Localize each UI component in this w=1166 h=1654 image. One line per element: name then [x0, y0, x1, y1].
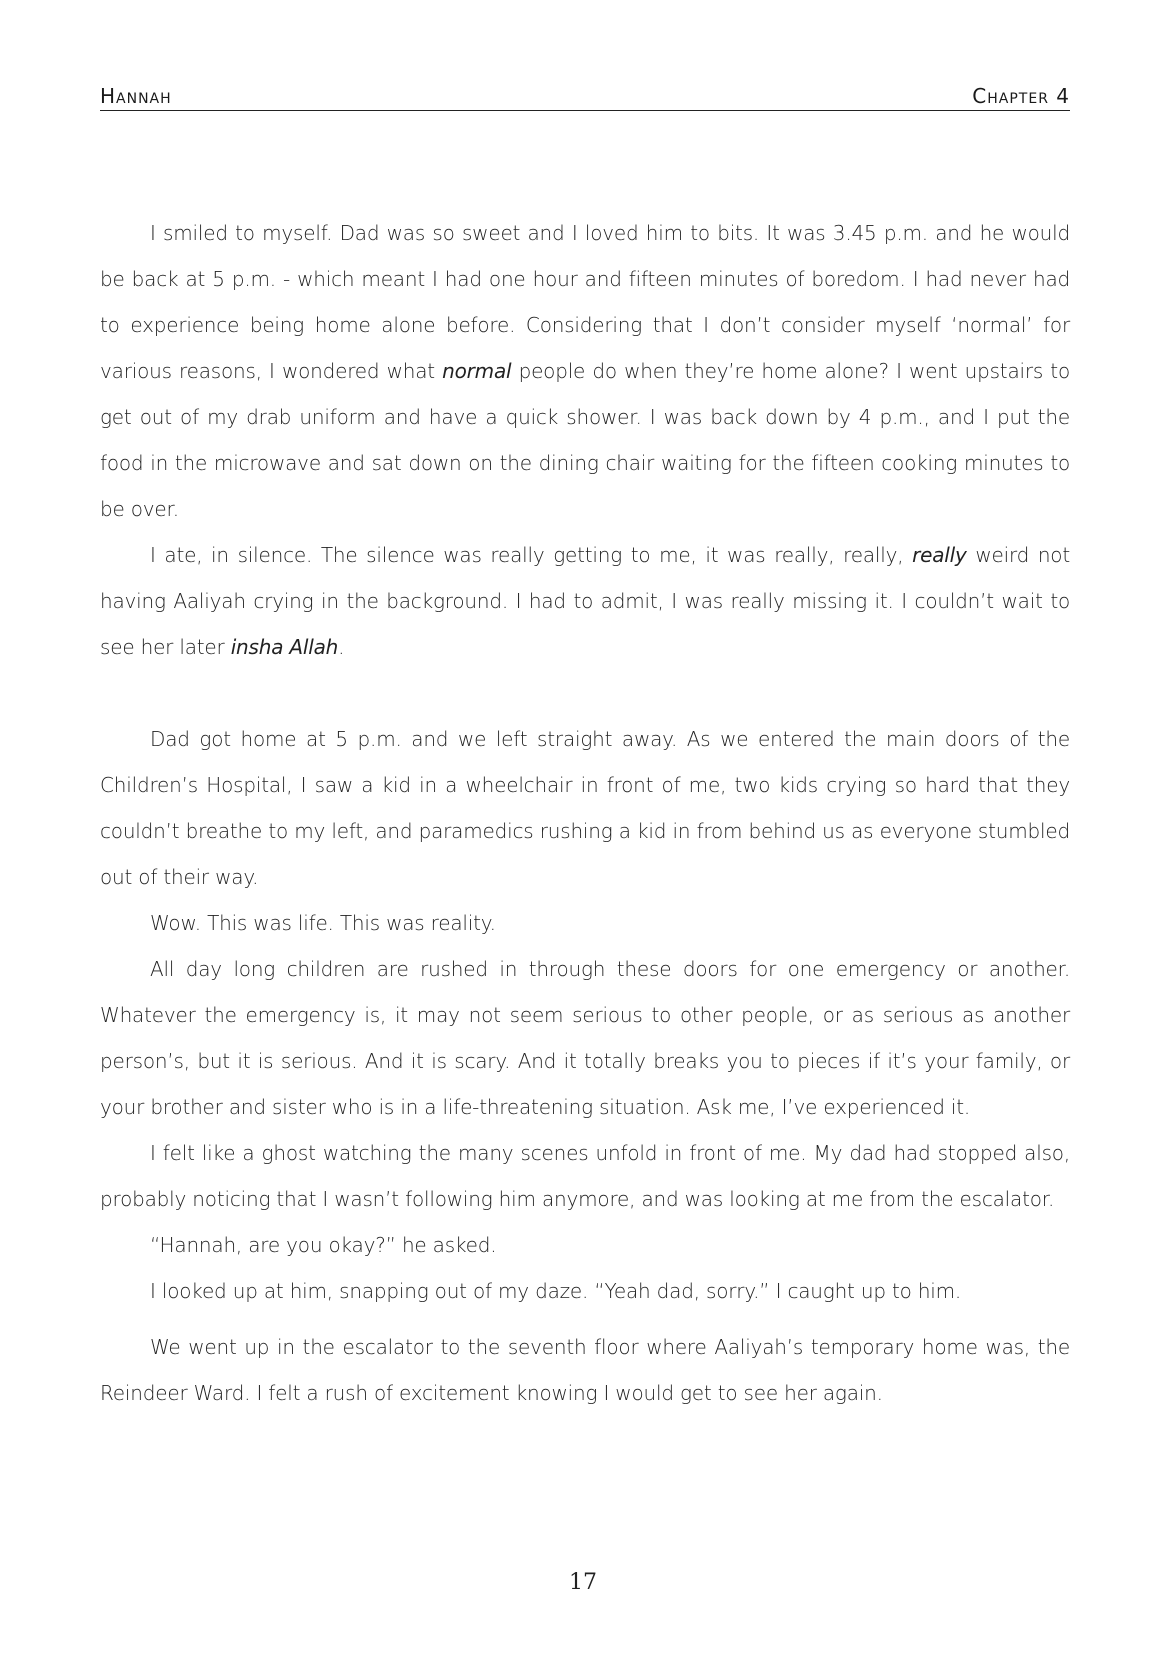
- paragraph-2-emphasis-1: really: [912, 543, 967, 567]
- paragraph-9: We went up in the escalator to the seventh floor where Aaliyah’s temporary home was, the Reindeer Ward. I felt a rush of excitement knowing I would get to see her again.: [100, 1335, 1070, 1405]
- paragraph-2-text-c: .: [338, 635, 345, 659]
- header-book-title: Hannah: [100, 84, 172, 108]
- paragraph-1: [100, 210, 1070, 532]
- running-header: [100, 80, 1070, 111]
- paragraph-2: [100, 532, 1070, 670]
- paragraph-2-text-b: weird not having Aaliyah crying in the background. I had to admit, I was really missing it. I couldn’t wait to see her later: [100, 543, 1070, 659]
- paragraph-1-text-b: people do when they’re home alone? I went upstairs to get out of my drab uniform and have a quick shower. I was back down by 4 p.m., and I put the food in the microwave and sat down on the dining chair waiting for the fifteen cooking minutes to be over.: [100, 359, 1070, 521]
- paragraph-3: Dad got home at 5 p.m. and we left straight away. As we entered the main doors of the Children’s Hospital, I saw a kid in a wheelchair in front of me, two kids crying so hard that they couldn’t breathe to my left, and paramedics rushing a kid in from behind us as everyone stumbled out of their way.: [100, 727, 1070, 889]
- paragraph-7: “Hannah, are you okay?” he asked.: [150, 1233, 497, 1257]
- paragraph-4: Wow. This was life. This was reality.: [150, 911, 496, 935]
- paragraph-1-text-a: I smiled to myself. Dad was so sweet and I loved him to bits. It was 3.45 p.m. and he would be back at 5 p.m. - which meant I had one hour and fifteen minutes of boredom. I had never had to experience being home alone before. Considering that I don’t consider myself ‘normal’ for various reasons, I wondered what: [100, 221, 1070, 383]
- paragraph-5: All day long children are rushed in through these doors for one emergency or another. Whatever the emergency is, it may not seem serious to other people, or as serious as another person’s, but it is serious. And it is scary. And it totally breaks you to pieces if it’s your family, or your brother and sister who is in a life-threatening situation. Ask me, I’ve experienced it.: [100, 957, 1070, 1119]
- page-number: 17: [569, 1570, 597, 1595]
- paragraph-2-text-a: I ate, in silence. The silence was really getting to me, it was really, really,: [150, 543, 913, 567]
- header-chapter: Chapter 4: [972, 84, 1070, 108]
- paragraph-2-emphasis-2: insha Allah: [230, 635, 339, 659]
- paragraph-1-emphasis: normal: [442, 359, 512, 383]
- chapter-body: [100, 210, 1070, 1416]
- paragraph-6: I felt like a ghost watching the many scenes unfold in front of me. My dad had stopped also, probably noticing that I wasn’t following him anymore, and was looking at me from the escalator.: [100, 1141, 1070, 1211]
- paragraph-8: I looked up at him, snapping out of my daze. “Yeah dad, sorry.” I caught up to him.: [150, 1279, 962, 1303]
